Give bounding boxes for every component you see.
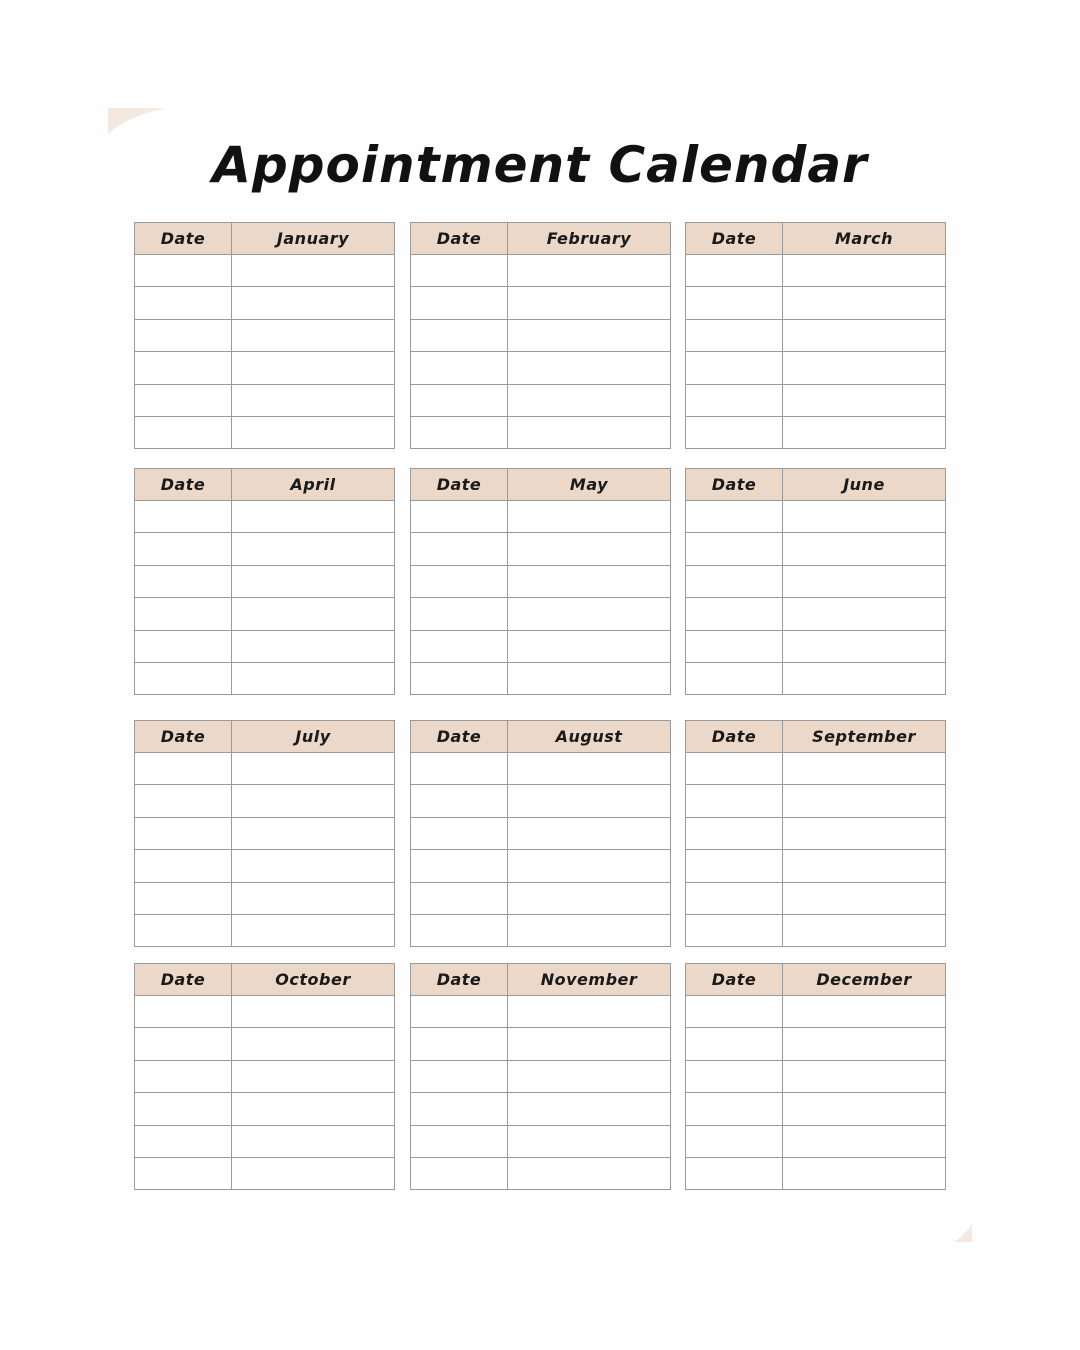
appointment-cell[interactable] [232,501,395,533]
month-column-header: April [232,469,395,501]
date-cell[interactable] [411,850,508,882]
month-table-march [685,222,946,449]
appointment-cell[interactable] [232,352,395,384]
appointment-cell[interactable] [232,850,395,882]
date-cell[interactable] [686,1028,783,1060]
month-table-february [410,222,671,449]
month-table-july [134,720,395,947]
appointment-cell[interactable] [783,319,946,351]
table-header-row [411,964,671,996]
appointment-cell[interactable] [508,850,671,882]
appointment-cell[interactable] [508,914,671,946]
decorative-corner-bottom-right [954,1224,972,1242]
appointment-cell[interactable] [232,255,395,287]
appointment-cell[interactable] [508,352,671,384]
appointment-cell[interactable] [232,1125,395,1157]
date-column-header: Date [411,469,508,501]
appointment-cell[interactable] [783,501,946,533]
date-cell[interactable] [411,416,508,448]
table-row [686,533,946,565]
appointment-cell[interactable] [232,817,395,849]
appointment-cell[interactable] [783,1060,946,1092]
month-column-header: February [508,223,671,255]
table-row [686,1093,946,1125]
table-row [135,996,395,1028]
table-row [686,785,946,817]
appointment-cell[interactable] [232,630,395,662]
appointment-cell[interactable] [232,384,395,416]
table-row [686,319,946,351]
table-row [686,996,946,1028]
month-column-header: March [783,223,946,255]
table-row [411,501,671,533]
table-row [411,1093,671,1125]
appointment-cell[interactable] [232,662,395,694]
date-cell[interactable] [686,319,783,351]
appointment-cell[interactable] [783,850,946,882]
date-cell[interactable] [686,416,783,448]
appointment-cell[interactable] [783,882,946,914]
date-cell[interactable] [135,501,232,533]
date-cell[interactable] [135,753,232,785]
date-cell[interactable] [686,850,783,882]
month-table-january [134,222,395,449]
table-row [135,1028,395,1060]
table-row [686,817,946,849]
date-cell[interactable] [411,598,508,630]
date-cell[interactable] [411,319,508,351]
appointment-cell[interactable] [232,753,395,785]
date-column-header: Date [135,469,232,501]
appointment-cell[interactable] [508,501,671,533]
appointment-cell[interactable] [232,416,395,448]
appointment-cell[interactable] [508,1093,671,1125]
appointment-cell[interactable] [508,1028,671,1060]
date-cell[interactable] [135,1028,232,1060]
table-row [411,914,671,946]
date-cell[interactable] [411,565,508,597]
date-cell[interactable] [135,785,232,817]
month-column-header: August [508,721,671,753]
appointment-cell[interactable] [508,287,671,319]
table-row [135,416,395,448]
date-cell[interactable] [411,1028,508,1060]
table-row [135,501,395,533]
table-row [686,882,946,914]
date-cell[interactable] [135,850,232,882]
table-row [135,352,395,384]
table-row [411,1028,671,1060]
appointment-cell[interactable] [783,416,946,448]
appointment-cell[interactable] [508,1060,671,1092]
date-column-header: Date [411,964,508,996]
date-cell[interactable] [135,914,232,946]
appointment-cell[interactable] [783,287,946,319]
date-cell[interactable] [686,914,783,946]
date-cell[interactable] [135,1093,232,1125]
date-column-header: Date [686,223,783,255]
month-column-header: October [232,964,395,996]
appointment-cell[interactable] [783,565,946,597]
date-cell[interactable] [411,1093,508,1125]
date-cell[interactable] [135,1157,232,1189]
date-cell[interactable] [411,753,508,785]
date-cell[interactable] [411,630,508,662]
month-table-august [410,720,671,947]
table-row [135,565,395,597]
appointment-cell[interactable] [783,785,946,817]
table-row [411,785,671,817]
date-column-header: Date [135,721,232,753]
date-cell[interactable] [135,384,232,416]
date-column-header: Date [135,964,232,996]
appointment-cell[interactable] [508,882,671,914]
appointment-cell[interactable] [232,598,395,630]
date-cell[interactable] [686,785,783,817]
appointment-cell[interactable] [232,319,395,351]
table-row [135,1060,395,1092]
appointment-cell[interactable] [783,352,946,384]
date-cell[interactable] [411,996,508,1028]
date-cell[interactable] [135,533,232,565]
month-table-june [685,468,946,695]
date-cell[interactable] [411,662,508,694]
date-cell[interactable] [686,565,783,597]
table-row [686,1125,946,1157]
appointment-cell[interactable] [508,1157,671,1189]
date-cell[interactable] [686,287,783,319]
table-row [411,1157,671,1189]
date-column-header: Date [686,964,783,996]
table-row [411,384,671,416]
date-cell[interactable] [686,817,783,849]
date-cell[interactable] [135,817,232,849]
date-cell[interactable] [135,287,232,319]
date-cell[interactable] [686,753,783,785]
appointment-cell[interactable] [783,753,946,785]
table-row [686,662,946,694]
table-row [686,630,946,662]
date-cell[interactable] [686,1060,783,1092]
table-header-row [135,223,395,255]
table-row [686,1028,946,1060]
date-cell[interactable] [411,287,508,319]
date-cell[interactable] [411,785,508,817]
date-cell[interactable] [411,533,508,565]
month-table-april [134,468,395,695]
table-header-row [411,469,671,501]
table-row [686,501,946,533]
date-cell[interactable] [686,352,783,384]
date-cell[interactable] [686,1157,783,1189]
appointment-cell[interactable] [508,996,671,1028]
table-row [135,785,395,817]
date-column-header: Date [411,223,508,255]
table-row [686,914,946,946]
table-row [135,817,395,849]
page-title: Appointment Calendar [212,136,868,194]
date-cell[interactable] [135,319,232,351]
table-row [411,1125,671,1157]
appointment-cell[interactable] [232,882,395,914]
appointment-cell[interactable] [783,255,946,287]
appointment-cell[interactable] [232,565,395,597]
month-table-october [134,963,395,1190]
table-header-row [135,964,395,996]
appointment-cell[interactable] [508,319,671,351]
appointment-cell[interactable] [508,785,671,817]
appointment-cell[interactable] [232,1028,395,1060]
appointment-cell[interactable] [232,533,395,565]
appointment-cell[interactable] [508,630,671,662]
appointment-cell[interactable] [783,1028,946,1060]
table-header-row [686,964,946,996]
table-row [411,416,671,448]
table-row [686,384,946,416]
table-row [135,630,395,662]
appointment-cell[interactable] [508,662,671,694]
table-row [411,996,671,1028]
appointment-cell[interactable] [232,785,395,817]
month-column-header: May [508,469,671,501]
appointment-cell[interactable] [783,662,946,694]
date-column-header: Date [135,223,232,255]
table-row [135,255,395,287]
date-cell[interactable] [135,1125,232,1157]
table-row [135,384,395,416]
table-row [135,533,395,565]
table-row [411,1060,671,1092]
table-row [411,533,671,565]
table-row [135,598,395,630]
date-cell[interactable] [686,996,783,1028]
date-cell[interactable] [411,1157,508,1189]
month-column-header: January [232,223,395,255]
date-cell[interactable] [411,384,508,416]
table-header-row [135,721,395,753]
date-cell[interactable] [411,1060,508,1092]
appointment-cell[interactable] [783,996,946,1028]
month-table-may [410,468,671,695]
date-cell[interactable] [135,255,232,287]
table-row [411,598,671,630]
date-column-header: Date [686,721,783,753]
table-header-row [686,469,946,501]
date-cell[interactable] [686,1125,783,1157]
table-header-row [411,223,671,255]
date-cell[interactable] [411,352,508,384]
month-column-header: December [783,964,946,996]
table-row [411,565,671,597]
appointment-cell[interactable] [232,914,395,946]
date-cell[interactable] [686,882,783,914]
month-column-header: July [232,721,395,753]
appointment-cell[interactable] [783,1093,946,1125]
date-cell[interactable] [411,882,508,914]
appointment-cell[interactable] [783,384,946,416]
appointment-cell[interactable] [783,533,946,565]
table-row [686,416,946,448]
date-cell[interactable] [135,996,232,1028]
date-cell[interactable] [686,533,783,565]
table-row [135,914,395,946]
table-header-row [686,223,946,255]
date-cell[interactable] [135,598,232,630]
appointment-cell[interactable] [508,1125,671,1157]
table-row [686,850,946,882]
appointment-cell[interactable] [783,1125,946,1157]
table-row [135,850,395,882]
table-row [686,598,946,630]
appointment-cell[interactable] [508,565,671,597]
month-column-header: November [508,964,671,996]
appointment-cell[interactable] [508,753,671,785]
date-cell[interactable] [135,662,232,694]
date-cell[interactable] [686,384,783,416]
date-cell[interactable] [411,501,508,533]
date-cell[interactable] [686,598,783,630]
date-cell[interactable] [135,630,232,662]
appointment-cell[interactable] [783,630,946,662]
appointment-cell[interactable] [783,817,946,849]
date-cell[interactable] [135,882,232,914]
table-row [411,850,671,882]
month-column-header: September [783,721,946,753]
appointment-cell[interactable] [232,1093,395,1125]
table-row [686,1060,946,1092]
table-row [411,662,671,694]
table-row [135,1157,395,1189]
table-row [411,817,671,849]
date-cell[interactable] [411,1125,508,1157]
date-cell[interactable] [686,630,783,662]
date-cell[interactable] [135,565,232,597]
appointment-cell[interactable] [508,598,671,630]
date-cell[interactable] [135,416,232,448]
table-row [135,319,395,351]
table-row [686,753,946,785]
table-header-row [411,721,671,753]
table-row [411,352,671,384]
date-cell[interactable] [411,914,508,946]
appointment-cell[interactable] [783,914,946,946]
date-cell[interactable] [686,662,783,694]
table-row [686,565,946,597]
appointment-cell[interactable] [783,598,946,630]
appointment-cell[interactable] [232,1157,395,1189]
table-row [135,1125,395,1157]
date-cell[interactable] [686,501,783,533]
appointment-cell[interactable] [508,416,671,448]
date-cell[interactable] [686,255,783,287]
month-table-september [685,720,946,947]
appointment-cell[interactable] [232,287,395,319]
table-row [686,352,946,384]
table-row [135,753,395,785]
appointment-cell[interactable] [508,817,671,849]
month-column-header: June [783,469,946,501]
table-row [411,319,671,351]
table-row [411,255,671,287]
date-column-header: Date [411,721,508,753]
appointment-cell[interactable] [232,996,395,1028]
month-table-november [410,963,671,1190]
table-row [411,882,671,914]
date-cell[interactable] [135,1060,232,1092]
appointment-cell[interactable] [508,384,671,416]
appointment-cell[interactable] [783,1157,946,1189]
table-row [411,753,671,785]
table-header-row [135,469,395,501]
table-header-row [686,721,946,753]
appointment-cell[interactable] [508,255,671,287]
table-row [135,662,395,694]
table-row [135,287,395,319]
date-cell[interactable] [686,1093,783,1125]
table-row [686,255,946,287]
table-row [411,630,671,662]
date-column-header: Date [686,469,783,501]
date-cell[interactable] [411,255,508,287]
month-table-december [685,963,946,1190]
table-row [686,1157,946,1189]
appointment-cell[interactable] [508,533,671,565]
date-cell[interactable] [411,817,508,849]
appointment-cell[interactable] [232,1060,395,1092]
table-row [686,287,946,319]
table-row [135,882,395,914]
table-row [135,1093,395,1125]
date-cell[interactable] [135,352,232,384]
table-row [411,287,671,319]
